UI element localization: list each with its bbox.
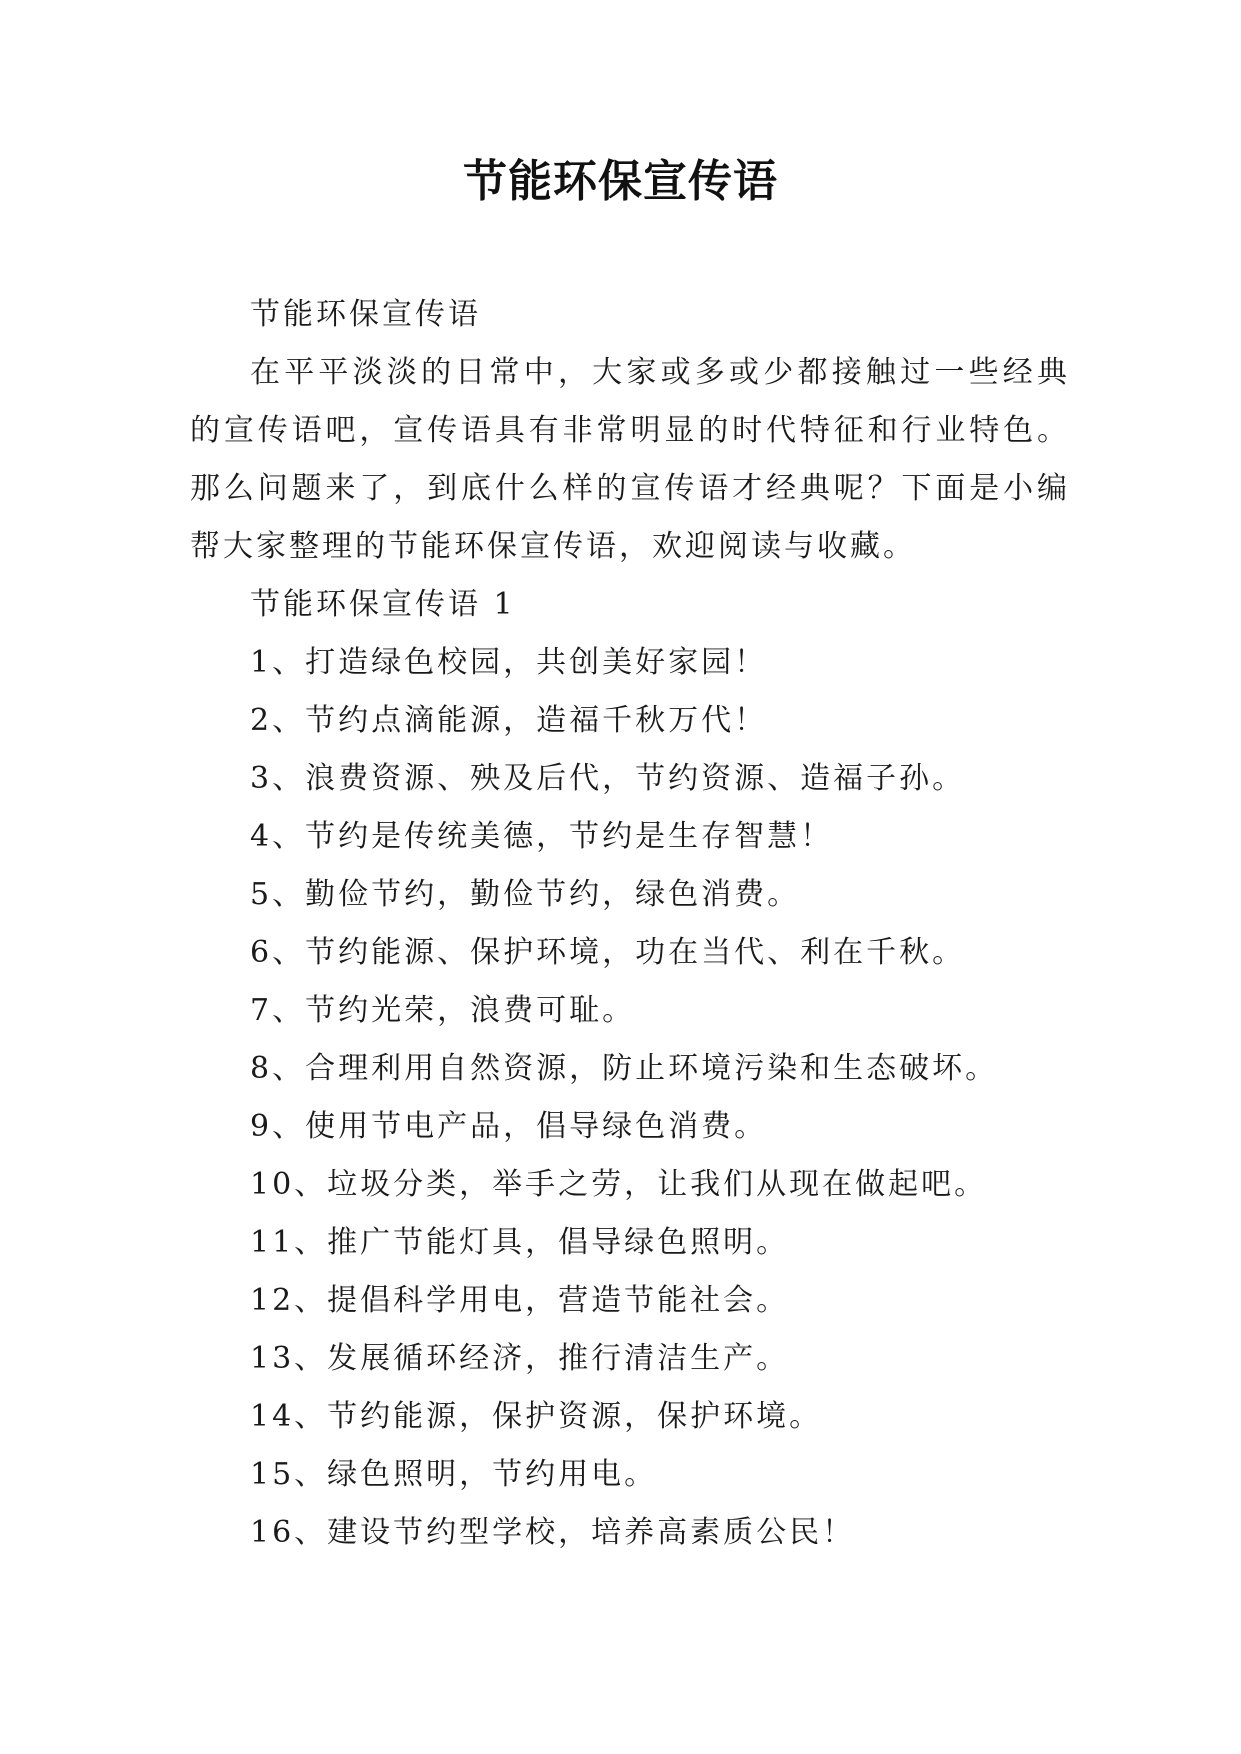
section-heading: 节能环保宣传语 (250, 297, 481, 332)
intro-paragraph: 在平平淡淡的日常中，大家或多或少都接触过一些经典的宣传语吧，宣传语具有非常明显的时代特征和行业特色。那么问题来了，到底什么样的宣传语才经典呢？下面是小编帮大家整理的节能环保宣传语，欢迎阅读与收藏。 (190, 355, 1070, 564)
slogan-item: 11、推广节能灯具，倡导绿色照明。 (250, 1225, 790, 1260)
slogan-item: 14、节约能源，保护资源，保护环境。 (250, 1399, 823, 1434)
slogan-item: 3、浪费资源、殃及后代，节约资源、造福子孙。 (250, 761, 966, 796)
slogan-item: 12、提倡科学用电，营造节能社会。 (250, 1283, 790, 1318)
slogan-item: 1、打造绿色校园，共创美好家园！ (250, 645, 768, 680)
document-title: 节能环保宣传语 (463, 156, 778, 207)
slogan-item: 6、节约能源、保护环境，功在当代、利在千秋。 (250, 935, 966, 970)
slogan-item: 9、使用节电产品，倡导绿色消费。 (250, 1109, 768, 1144)
slogan-item: 2、节约点滴能源，造福千秋万代！ (250, 703, 768, 738)
slogan-item: 8、合理利用自然资源，防止环境污染和生态破坏。 (250, 1051, 999, 1086)
slogan-item: 5、勤俭节约，勤俭节约，绿色消费。 (250, 877, 801, 912)
document-body (190, 286, 1070, 1562)
slogan-item: 13、发展循环经济，推行清洁生产。 (250, 1341, 790, 1376)
slogan-item: 7、节约光荣，浪费可耻。 (250, 993, 636, 1028)
subsection-heading: 节能环保宣传语 1 (250, 587, 516, 622)
slogan-item: 4、节约是传统美德，节约是生存智慧！ (250, 819, 834, 854)
slogan-item: 10、垃圾分类，举手之劳，让我们从现在做起吧。 (250, 1167, 988, 1202)
slogan-item: 15、绿色照明，节约用电。 (250, 1457, 658, 1492)
slogan-item: 16、建设节约型学校，培养高素质公民！ (250, 1515, 856, 1550)
